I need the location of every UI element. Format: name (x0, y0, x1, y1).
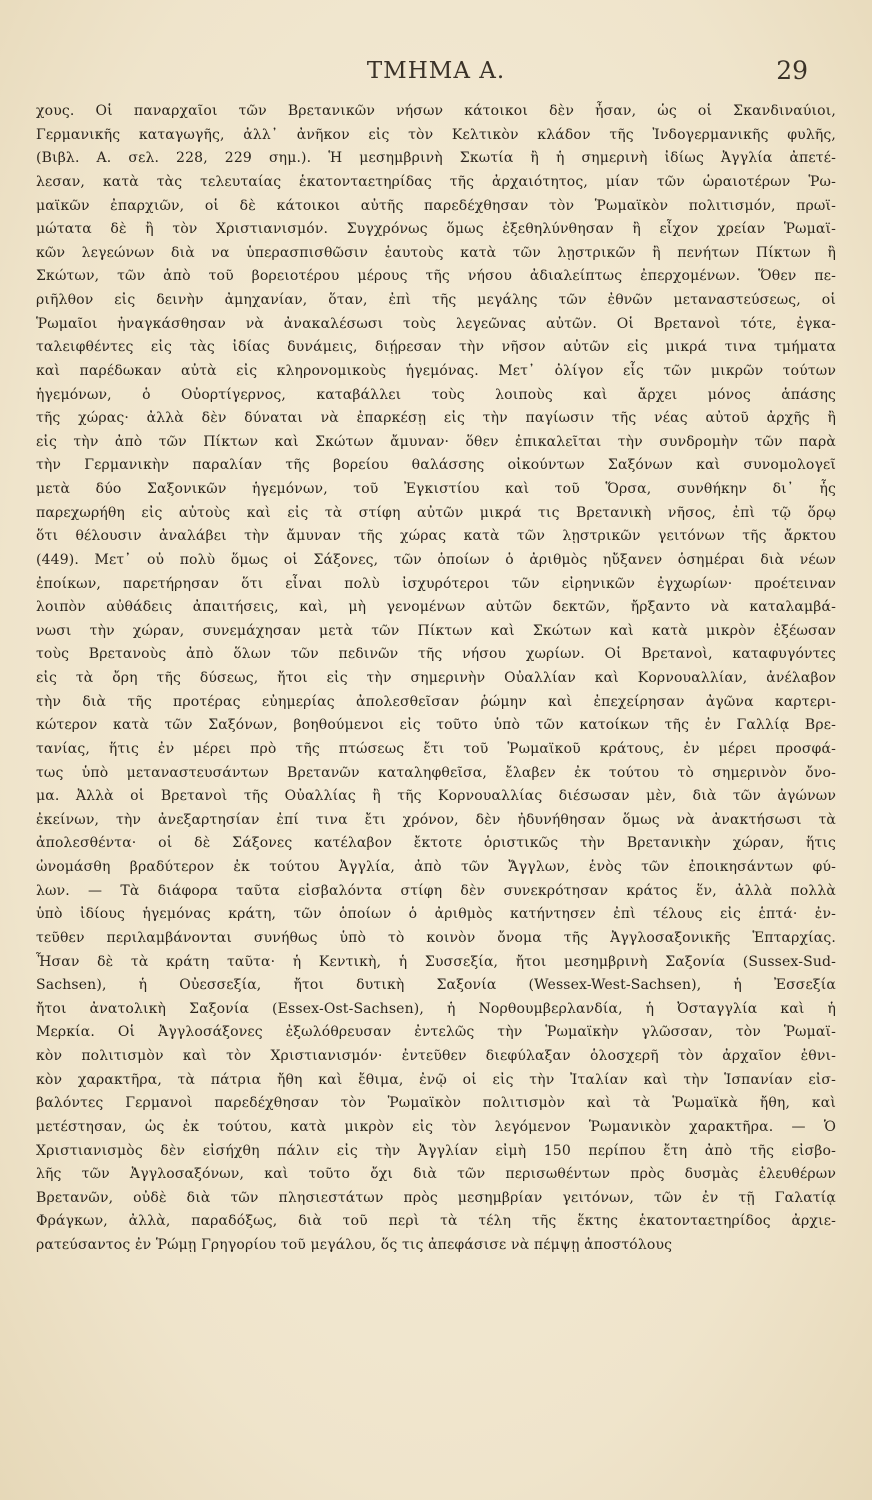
text-line: Σκώτων, τῶν ἀπὸ τοῦ βορειοτέρου μέρους τῆς νήσου ἀδιαλείπτως ἐπερχομένων. Ὅθεν πε- (36, 268, 836, 285)
text-line: ὅτι θέλουσιν ἀναλάβει τὴν ἄμυναν τῆς χώρας κατὰ τῶν λῃστρικῶν γειτόνων τῆς ἄρκτου (36, 528, 836, 545)
text-line: ἐποίκων, παρετήρησαν ὅτι εἶναι πολὺ ἰσχυρότεροι τῶν εἰρηνικῶν ἐγχωρίων· προέτειναν (36, 575, 836, 592)
text-line: καὶ παρέδωκαν αὐτὰ εἰς κληρονομικοὺς ἡγεμόνας. Μετ᾽ ὀλίγον εἷς τῶν μικρῶν τούτων (36, 362, 836, 379)
text-line: Ἦσαν δὲ τὰ κράτη ταῦτα· ἡ Κεντικὴ, ἡ Συσσεξία, ἤτοι μεσημβρινὴ Σαξονία (Sussex-Sud- (36, 953, 836, 970)
text-line: λεσαν, κατὰ τὰς τελευταίας ἑκατονταετηρίδας τῆς ἀρχαιότητος, μίαν τῶν ὡραιοτέρων Ῥω- (36, 173, 836, 190)
text-line: μα. Ἀλλὰ οἱ Βρετανοὶ τῆς Οὐαλλίας ἢ τῆς Κορνουαλλίας διέσωσαν μὲν, διὰ τῶν ἀγώνων (36, 788, 836, 805)
text-line: κὸν χαρακτῆρα, τὰ πάτρια ἤθη καὶ ἔθιμα, ἐνῷ οἱ εἰς τὴν Ἰταλίαν καὶ τὴν Ἱσπανίαν εἰσ- (36, 1071, 836, 1088)
text-line: τεῦθεν περιλαμβάνονται συνήθως ὑπὸ τὸ κοινὸν ὄνομα τῆς Ἀγγλοσαξονικῆς Ἑπταρχίας. (36, 929, 836, 946)
text-line: μετέστησαν, ὡς ἐκ τούτου, κατὰ μικρὸν εἰς τὸν λεγόμενον Ῥωμανικὸν χαρακτῆρα. — Ὁ (36, 1118, 836, 1135)
text-line: ἡγεμόνων, ὁ Οὐορτίγερνος, καταβάλλει τοὺς λοιποὺς καὶ ἄρχει μόνος ἁπάσης (36, 386, 836, 403)
text-line: (Βιβλ. Α. σελ. 228, 229 σημ.). Ἡ μεσημβρινὴ Σκωτία ἢ ἡ σημερινὴ ἰδίως Ἀγγλία ἀπετέ- (36, 150, 836, 167)
text-line: (449). Μετ᾽ οὐ πολὺ ὅμως οἱ Σάξονες, τῶν ὁποίων ὁ ἀριθμὸς ηὔξανεν ὁσημέραι διὰ νέων (36, 551, 836, 568)
text-line: εἰς τὰ ὄρη τῆς δύσεως, ἤτοι εἰς τὴν σημερινὴν Οὐαλλίαν καὶ Κορνουαλλίαν, ἀνέλαβον (36, 670, 836, 686)
text-line: τὴν διὰ τῆς προτέρας εὐημερίας ἀπολεσθεῖσαν ῥώμην καὶ ἐπεχείρησαν ἀγῶνα καρτερι- (36, 693, 836, 710)
text-line: ρατεύσαντος ἐν Ῥώμῃ Γρηγορίου τοῦ μεγάλου, ὅς τις ἀπεφάσισε νὰ πέμψῃ ἀποστόλους (36, 1237, 673, 1253)
text-line: παρεχωρήθη εἰς αὐτοὺς καὶ εἰς τὰ στίφη αὐτῶν μικρά τις Βρετανικὴ νῆσος, ἐπὶ τῷ ὅρῳ (36, 504, 836, 521)
text-line: Γερμανικῆς καταγωγῆς, ἀλλ᾽ ἀνῆκον εἰς τὸν Κελτικὸν κλάδον τῆς Ἰνδογερμανικῆς φυλῆς, (36, 126, 836, 143)
running-head: ΤΜΗΜΑ Α. (366, 58, 506, 84)
text-line: μώτατα δὲ ἢ τὸν Χριστιανισμόν. Συγχρόνως ὅμως ἐξεθηλύνθησαν ἢ εἶχον χρείαν Ῥωμαϊ- (36, 221, 836, 238)
text-line: Sachsen), ἡ Οὐεσσεξία, ἤτοι δυτικὴ Σαξονία (Wessex-West-Sachsen), ἡ Ἐσσεξία (36, 977, 836, 994)
text-line: μαϊκῶν ἐπαρχιῶν, οἱ δὲ κάτοικοι αὐτῆς παρεδέχθησαν τὸν Ῥωμαϊκὸν πολιτισμόν, πρωϊ- (36, 197, 836, 214)
text-line: λοιπὸν αὐθάδεις ἀπαιτήσεις, καὶ, μὴ γενομένων αὐτῶν δεκτῶν, ἤρξαντο νὰ καταλαμβά- (36, 599, 836, 616)
text-line: ἀπολεσθέντα· οἱ δὲ Σάξονες κατέλαβον ἔκτοτε ὁριστικῶς τὴν Βρετανικὴν χώραν, ἥτις (36, 835, 836, 852)
text-line: κώτερον κατὰ τῶν Σαξόνων, βοηθούμενοι εἰς τοῦτο ὑπὸ τῶν κατοίκων τῆς ἐν Γαλλίᾳ Βρε- (36, 717, 836, 734)
text-line: λων. — Τὰ διάφορα ταῦτα εἰσβαλόντα στίφη δὲν συνεκρότησαν κράτος ἕν, ἀλλὰ πολλὰ (36, 882, 836, 899)
text-line: ἤτοι ἀνατολικὴ Σαξονία (Essex-Ost-Sachsen), ἡ Νορθουμβερλανδία, ἡ Ὀσταγγλία καὶ ἡ (36, 1000, 836, 1017)
text-line: ταλειφθέντες εἰς τὰς ἰδίας δυνάμεις, διῄρεσαν τὴν νῆσον αὐτῶν εἰς μικρά τινα τμήματα (36, 339, 836, 356)
text-line: ἐκείνων, τὴν ἀνεξαρτησίαν ἐπί τινα ἔτι χρόνον, δὲν ἠδυνήθησαν ὅμως νὰ ἀνακτήσωσι τὰ (36, 811, 836, 828)
text-line: κῶν λεγεώνων διὰ να ὑπερασπισθῶσιν ἑαυτοὺς κατὰ τῶν λῃστρικῶν ἢ πενήτων Πίκτων ἢ (36, 244, 836, 261)
text-line: ριῆλθον εἰς δεινὴν ἀμηχανίαν, ὅταν, ἐπὶ τῆς μεγάλης τῶν ἐθνῶν μεταναστεύσεως, οἱ (36, 292, 836, 308)
text-line: ὑπὸ ἰδίους ἡγεμόνας κράτη, τῶν ὁποίων ὁ ἀριθμὸς κατήντησεν ἐπὶ τέλους εἰς ἑπτά· ἐν- (36, 906, 836, 923)
page-header (0, 58, 872, 92)
text-line: Ῥωμαῖοι ἠναγκάσθησαν νὰ ἀνακαλέσωσι τοὺς λεγεῶνας αὐτῶν. Οἱ Βρετανοὶ τότε, ἐγκα- (36, 315, 836, 332)
body-text (36, 100, 836, 1258)
text-line: Μερκία. Οἱ Ἀγγλοσάξονες ἐξωλόθρευσαν ἐντελῶς τὴν Ῥωμαϊκὴν γλῶσσαν, τὸν Ῥωμαϊ- (36, 1024, 836, 1041)
text-line: τως ὑπὸ μεταναστευσάντων Βρετανῶν καταληφθεῖσα, ἔλαβεν ἐκ τούτου τὸ σημερινὸν ὄνο- (36, 764, 836, 781)
text-line: τῆς χώρας· ἀλλὰ δὲν δύναται νὰ ἐπαρκέσῃ εἰς τὴν παγίωσιν τῆς νέας αὐτοῦ ἀρχῆς ἢ (36, 410, 836, 427)
text-line: τοὺς Βρετανοὺς ἀπὸ ὅλων τῶν πεδινῶν τῆς νήσου χωρίων. Οἱ Βρετανοὶ, καταφυγόντες (36, 646, 836, 663)
text-line: βαλόντες Γερμανοὶ παρεδέχθησαν τὸν Ῥωμαϊκὸν πολιτισμὸν καὶ τὰ Ῥωμαϊκὰ ἤθη, καὶ (36, 1095, 836, 1112)
text-line: κὸν πολιτισμὸν καὶ τὸν Χριστιανισμόν· ἐντεῦθεν διεφύλαξαν ὁλοσχερῆ τὸν ἀρχαῖον ἐθνι- (36, 1048, 836, 1064)
text-line: Βρετανῶν, οὐδὲ διὰ τῶν πλησιεστάτων πρὸς μεσημβρίαν γειτόνων, τῶν ἐν τῇ Γαλατίᾳ (36, 1189, 836, 1206)
text-line: Χριστιανισμὸς δὲν εἰσήχθη πάλιν εἰς τὴν Ἀγγλίαν εἰμὴ 150 περίπου ἔτη ἀπὸ τῆς εἰσβο- (36, 1142, 836, 1159)
text-line: χους. Οἱ παναρχαῖοι τῶν Βρετανικῶν νήσων κάτοικοι δὲν ἦσαν, ὡς οἱ Σκανδιναύιοι, (36, 103, 836, 119)
page-number: 29 (776, 56, 808, 85)
text-line: εἰς τὴν ἀπὸ τῶν Πίκτων καὶ Σκώτων ἄμυναν· ὅθεν ἐπικαλεῖται τὴν συνδρομὴν τῶν παρὰ (36, 433, 836, 450)
text-line: Φράγκων, ἀλλὰ, παραδόξως, διὰ τοῦ περὶ τὰ τέλη τῆς ἕκτης ἑκατονταετηρίδος ἀρχιε- (36, 1213, 836, 1230)
text-line: νωσι τὴν χώραν, συνεμάχησαν μετὰ τῶν Πίκτων καὶ Σκώτων καὶ κατὰ μικρὸν ἐξέωσαν (36, 622, 836, 639)
text-line: ὠνομάσθη βραδύτερον ἐκ τούτου Ἀγγλία, ἀπὸ τῶν Ἄγγλων, ἑνὸς τῶν ἐποικησάντων φύ- (36, 859, 836, 875)
text-line: τὴν Γερμανικὴν παραλίαν τῆς βορείου θαλάσσης οἰκούντων Σαξόνων καὶ συνομολογεῖ (36, 457, 836, 474)
text-line: μετὰ δύο Σαξονικῶν ἡγεμόνων, τοῦ Ἐγκιστίου καὶ τοῦ Ὅρσα, συνθήκην δι᾽ ἧς (36, 481, 836, 497)
text-line: λῆς τῶν Ἀγγλοσαξόνων, καὶ τοῦτο ὄχι διὰ τῶν περισωθέντων πρὸς δυσμὰς ἐλευθέρων (36, 1166, 836, 1183)
text-line: τανίας, ἥτις ἐν μέρει πρὸ τῆς πτώσεως ἔτι τοῦ Ῥωμαϊκοῦ κράτους, ἐν μέρει προσφά- (36, 740, 836, 757)
